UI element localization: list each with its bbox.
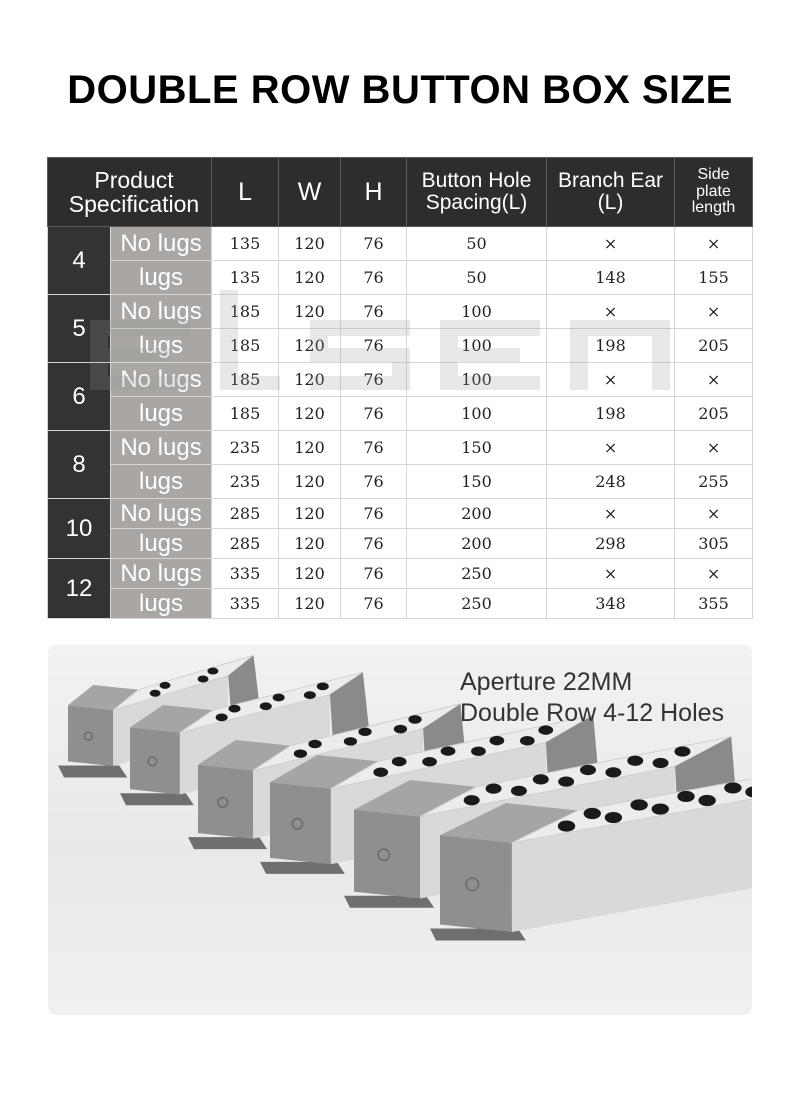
width-cell: 120 <box>279 589 341 619</box>
end-cap <box>68 705 113 766</box>
table-row <box>48 295 753 329</box>
branch-ear-cell: 348 <box>547 589 675 619</box>
header-product-specification <box>48 158 212 227</box>
size-table <box>47 157 753 619</box>
button-hole <box>490 736 505 745</box>
length-cell: 185 <box>212 397 279 431</box>
end-cap <box>440 835 512 932</box>
button-hole <box>441 746 456 755</box>
button-hole <box>304 691 316 699</box>
lug-type-cell: lugs <box>111 329 212 363</box>
spacing-cell: 200 <box>407 499 547 529</box>
mounting-lug <box>120 793 194 805</box>
height-cell: 76 <box>341 499 407 529</box>
header-side-line3: length <box>691 199 736 217</box>
header-button-hole-spacing <box>407 158 547 227</box>
button-hole <box>580 765 596 775</box>
lug-type-cell: lugs <box>111 261 212 295</box>
branch-ear-cell: 298 <box>547 529 675 559</box>
table-row <box>48 431 753 465</box>
caption-holes: Double Row 4-12 Holes <box>460 699 725 727</box>
spacing-cell: 50 <box>407 261 547 295</box>
header-spacing-line1: Button Hole <box>421 168 532 192</box>
height-cell: 76 <box>341 589 407 619</box>
side-plate-cell: × <box>675 363 753 397</box>
branch-ear-cell: × <box>547 363 675 397</box>
button-hole <box>464 795 480 805</box>
end-cap <box>198 765 253 839</box>
lug-type-cell: No lugs <box>111 227 212 261</box>
length-cell: 235 <box>212 431 279 465</box>
lug-type-cell: No lugs <box>111 431 212 465</box>
table-row <box>48 559 753 589</box>
side-plate-cell: × <box>675 431 753 465</box>
spec-count-cell: 6 <box>48 363 111 431</box>
table-row <box>48 589 753 619</box>
height-cell: 76 <box>341 529 407 559</box>
spec-count-cell: 5 <box>48 295 111 363</box>
table-row <box>48 529 753 559</box>
button-hole <box>229 705 241 713</box>
spacing-cell: 250 <box>407 559 547 589</box>
header-ear-line1: Branch Ear <box>557 168 664 192</box>
branch-ear-cell: × <box>547 559 675 589</box>
table-row <box>48 329 753 363</box>
button-hole <box>358 727 371 736</box>
button-hole <box>392 757 407 766</box>
button-hole <box>698 795 715 806</box>
header-branch-ear <box>547 158 675 227</box>
height-cell: 76 <box>341 397 407 431</box>
lug-type-cell: No lugs <box>111 499 212 529</box>
button-hole <box>308 740 321 749</box>
header-ear-line2: (L) <box>597 191 624 214</box>
button-hole <box>150 690 161 697</box>
branch-ear-cell: × <box>547 295 675 329</box>
width-cell: 120 <box>279 329 341 363</box>
length-cell: 135 <box>212 261 279 295</box>
header-side-plate-length <box>675 158 753 227</box>
button-hole <box>273 694 285 702</box>
spacing-cell: 150 <box>407 431 547 465</box>
side-plate-cell: 155 <box>675 261 753 295</box>
lug-type-cell: No lugs <box>111 295 212 329</box>
button-hole <box>511 786 527 796</box>
side-plate-cell: × <box>675 499 753 529</box>
button-hole <box>558 776 574 786</box>
side-plate-cell: × <box>675 559 753 589</box>
spec-count-cell: 12 <box>48 559 111 619</box>
button-hole <box>317 683 329 691</box>
branch-ear-cell: × <box>547 499 675 529</box>
side-plate-cell: 305 <box>675 529 753 559</box>
mounting-lug <box>58 765 127 777</box>
branch-ear-cell: 198 <box>547 397 675 431</box>
button-hole <box>198 675 209 682</box>
side-plate-cell: 205 <box>675 329 753 363</box>
button-hole <box>471 747 486 756</box>
table-row <box>48 465 753 499</box>
table-row <box>48 227 753 261</box>
button-hole <box>486 784 502 794</box>
branch-ear-cell: × <box>547 431 675 465</box>
height-cell: 76 <box>341 227 407 261</box>
button-hole <box>674 746 690 756</box>
spacing-cell: 100 <box>407 295 547 329</box>
width-cell: 120 <box>279 431 341 465</box>
width-cell: 120 <box>279 499 341 529</box>
spec-count-cell: 10 <box>48 499 111 559</box>
spacing-cell: 100 <box>407 397 547 431</box>
length-cell: 185 <box>212 295 279 329</box>
length-cell: 185 <box>212 329 279 363</box>
spacing-cell: 150 <box>407 465 547 499</box>
table-header-row <box>48 158 753 227</box>
length-cell: 285 <box>212 499 279 529</box>
button-hole <box>422 757 437 766</box>
spec-count-cell: 8 <box>48 431 111 499</box>
button-hole <box>160 682 171 689</box>
button-hole <box>344 737 357 746</box>
header-side-line2: plate <box>696 182 731 200</box>
spacing-cell: 50 <box>407 227 547 261</box>
button-hole <box>677 791 694 802</box>
button-hole <box>627 756 643 766</box>
branch-ear-cell: 148 <box>547 261 675 295</box>
button-hole <box>408 715 421 724</box>
width-cell: 120 <box>279 295 341 329</box>
button-hole <box>630 799 647 810</box>
height-cell: 76 <box>341 295 407 329</box>
branch-ear-cell: 198 <box>547 329 675 363</box>
side-plate-cell: 255 <box>675 465 753 499</box>
header-spec-line2: Specification <box>68 191 200 217</box>
button-hole <box>294 749 307 758</box>
width-cell: 120 <box>279 261 341 295</box>
width-cell: 120 <box>279 227 341 261</box>
button-hole <box>260 702 272 710</box>
branch-ear-cell: 248 <box>547 465 675 499</box>
button-hole <box>216 713 228 721</box>
page-title: DOUBLE ROW BUTTON BOX SIZE <box>67 68 733 112</box>
branch-ear-cell: × <box>547 227 675 261</box>
height-cell: 76 <box>341 465 407 499</box>
lug-type-cell: lugs <box>111 529 212 559</box>
button-hole <box>394 725 407 734</box>
button-hole <box>605 812 622 823</box>
spacing-cell: 100 <box>407 329 547 363</box>
length-cell: 335 <box>212 589 279 619</box>
table-row <box>48 261 753 295</box>
length-cell: 135 <box>212 227 279 261</box>
button-hole <box>652 803 669 814</box>
header-width: W <box>279 158 341 227</box>
height-cell: 76 <box>341 431 407 465</box>
button-hole <box>584 808 601 819</box>
button-hole <box>653 758 669 768</box>
length-cell: 285 <box>212 529 279 559</box>
lug-type-cell: No lugs <box>111 559 212 589</box>
length-cell: 235 <box>212 465 279 499</box>
header-length: L <box>212 158 279 227</box>
height-cell: 76 <box>341 363 407 397</box>
lug-type-cell: lugs <box>111 397 212 431</box>
mounting-lug <box>188 837 267 849</box>
width-cell: 120 <box>279 397 341 431</box>
spacing-cell: 200 <box>407 529 547 559</box>
header-spacing-line2: Spacing(L) <box>425 191 528 214</box>
lug-type-cell: No lugs <box>111 363 212 397</box>
width-cell: 120 <box>279 559 341 589</box>
button-hole <box>373 768 388 777</box>
button-hole <box>207 668 218 675</box>
product-photo <box>48 645 752 1015</box>
width-cell: 120 <box>279 529 341 559</box>
length-cell: 185 <box>212 363 279 397</box>
width-cell: 120 <box>279 465 341 499</box>
header-height: H <box>341 158 407 227</box>
photo-caption <box>460 667 724 729</box>
side-plate-cell: 355 <box>675 589 753 619</box>
end-cap <box>130 727 180 794</box>
button-hole <box>520 736 535 745</box>
width-cell: 120 <box>279 363 341 397</box>
height-cell: 76 <box>341 329 407 363</box>
length-cell: 335 <box>212 559 279 589</box>
side-plate-cell: × <box>675 295 753 329</box>
height-cell: 76 <box>341 261 407 295</box>
end-cap <box>354 810 420 899</box>
lug-type-cell: lugs <box>111 589 212 619</box>
table-row <box>48 363 753 397</box>
spacing-cell: 250 <box>407 589 547 619</box>
table-row <box>48 397 753 431</box>
table-row <box>48 499 753 529</box>
end-cap <box>270 782 331 864</box>
header-side-line1: Side <box>697 165 730 183</box>
header-spec-line1: Product <box>94 166 174 193</box>
button-hole <box>558 820 575 831</box>
spacing-cell: 100 <box>407 363 547 397</box>
side-plate-cell: × <box>675 227 753 261</box>
button-hole <box>605 767 621 777</box>
side-plate-cell: 205 <box>675 397 753 431</box>
button-hole <box>724 782 741 793</box>
spec-count-cell: 4 <box>48 227 111 295</box>
height-cell: 76 <box>341 559 407 589</box>
button-hole <box>533 774 549 784</box>
lug-type-cell: lugs <box>111 465 212 499</box>
caption-aperture: Aperture 22MM <box>460 668 633 696</box>
